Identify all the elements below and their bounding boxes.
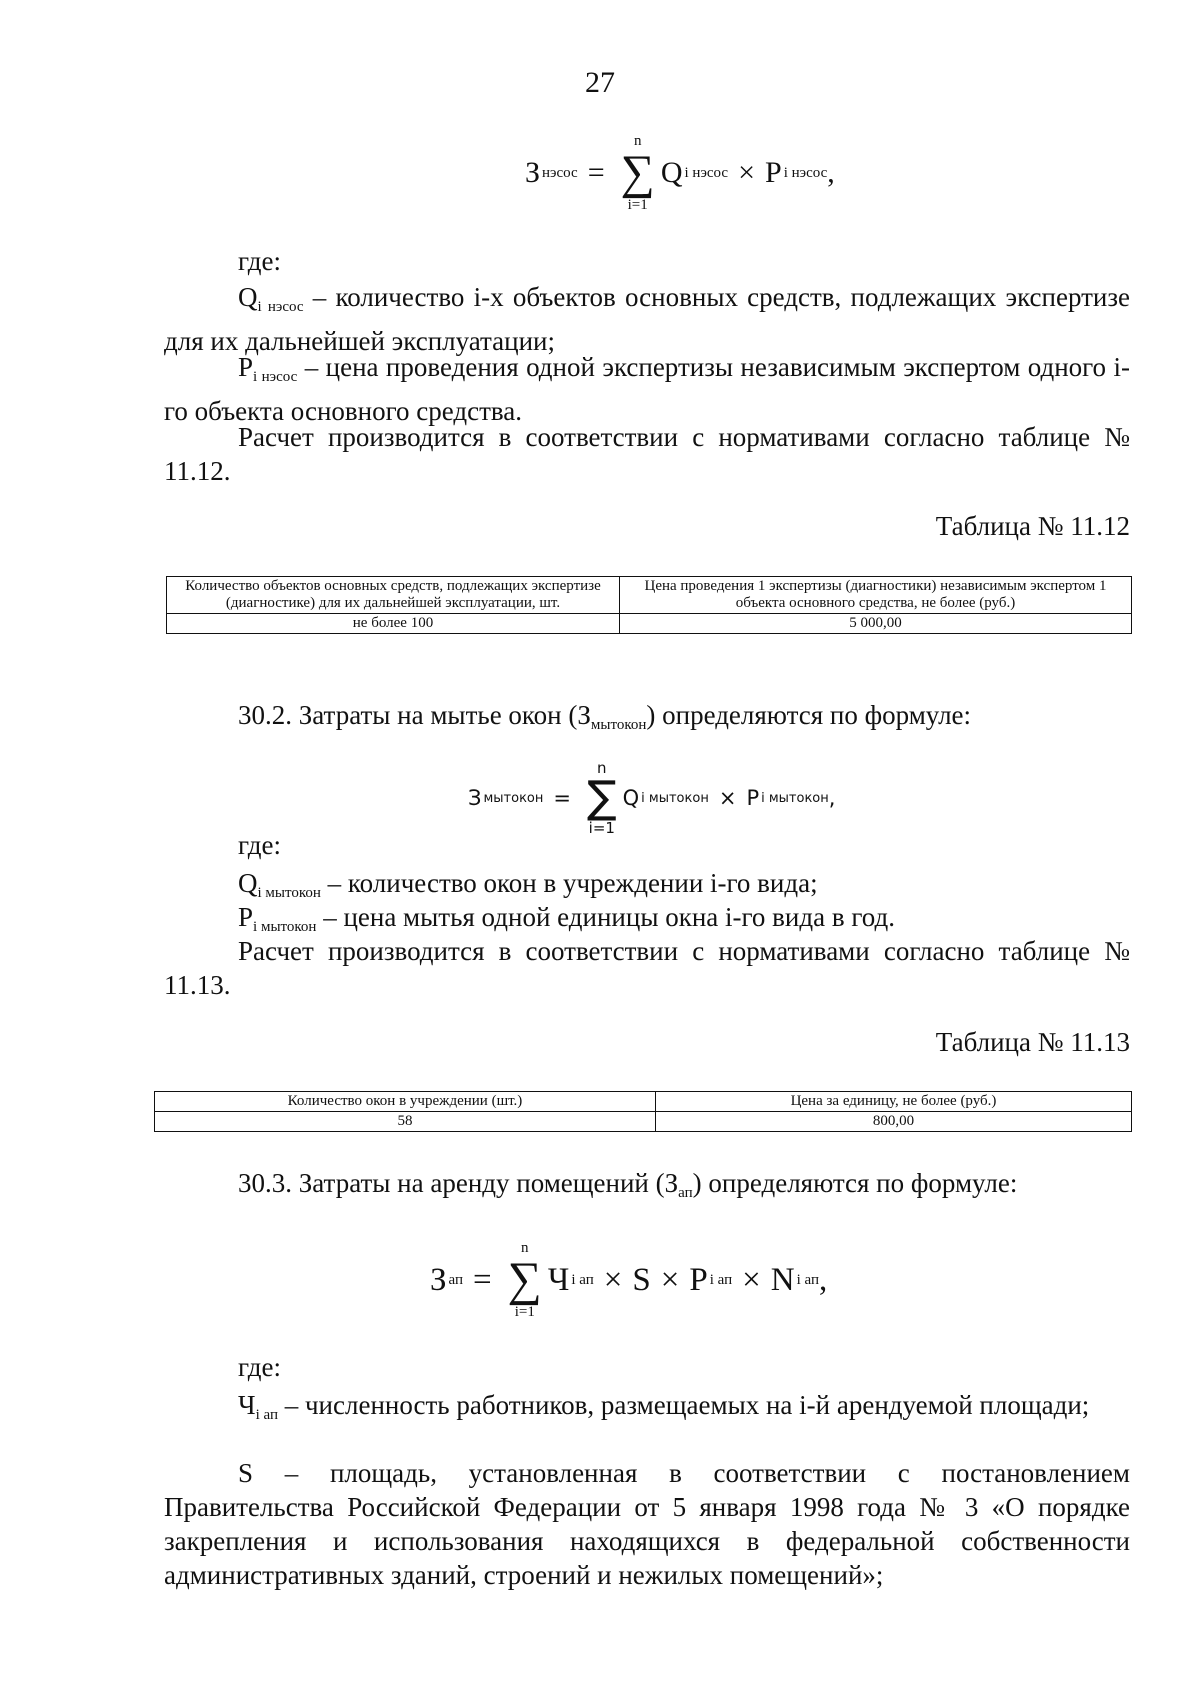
definition-ch-ap: $Ч_{i ап}$ – численность работников, размещаемых на i-й арендуемой площади; (238, 1390, 1090, 1423)
sum-symbol: n ∑ i=1 (620, 133, 655, 213)
sum-upper-limit: n (633, 133, 642, 149)
formula-q-sub: i мытокон (641, 790, 709, 806)
formula-ch-sub: i ап (571, 1271, 594, 1288)
formula-lhs-sub: нэсос (542, 164, 578, 181)
times-sign: × (738, 156, 755, 189)
formula-mytokon: З мытокон = n ∑ i=1 Q i мытокон × P i мытокон , (468, 759, 836, 837)
sum-symbol: n ∑ i=1 (507, 1240, 542, 1320)
where-label: где: (238, 246, 281, 276)
table-header-cell: Количество объектов основных средств, подлежащих экспертизе (диагностике) для их дальнейшей эксплуатации, шт. (167, 577, 620, 614)
table-11-13 (154, 1091, 1132, 1132)
formula-lhs: З (468, 786, 482, 810)
sum-symbol: n ∑ i=1 (586, 759, 617, 837)
formula-lhs-sub: ап (448, 1271, 464, 1288)
formula-p-sub: i нэсос (783, 164, 828, 181)
table-row (155, 1112, 1132, 1132)
formula-p-sub: i мытокон (761, 790, 829, 806)
times-sign: × (742, 1261, 761, 1298)
table-11-12 (166, 576, 1132, 634)
sum-lower-limit: i=1 (588, 819, 615, 837)
table-caption-11-13: Таблица № 11.13 (935, 1027, 1130, 1057)
table-header-row (155, 1092, 1132, 1112)
table-header-cell: Цена за единицу, не более (руб.) (656, 1092, 1132, 1112)
formula-p: P (746, 786, 760, 810)
table-header-row (167, 577, 1132, 614)
section-30-2-title: 30.2. Затраты на мытье окон $(З_{мытокон})$ определяются по формуле: (238, 700, 972, 733)
formula-lhs: З (430, 1261, 447, 1298)
formula-n-sub: i ап (796, 1271, 819, 1288)
formula-s: S (632, 1261, 651, 1298)
definition-p-nesos: $P_{i нэсос}$ – цена проведения одной экспертизы независимым экспертом одного i-го объекта основного средства. (164, 352, 1130, 426)
formula-nesos: З нэсос = n ∑ i=1 Q i нэсос × P i нэсос , (525, 133, 835, 213)
formula-p: P (765, 156, 782, 189)
definition-s: S – площадь, установленная в соответствии с постановлением Правительства Российской Федерации от 5 января 1998 года № 3 «О порядке закрепления и использования находящихся в федеральной собственности административных зданий, строений и нежилых помещений»; (164, 1458, 1130, 1590)
section-30-3-title: 30.3. Затраты на аренду помещений $(З_{ап})$ определяются по формуле: (238, 1168, 1018, 1201)
table-header-cell: Количество окон в учреждении (шт.) (155, 1092, 656, 1112)
formula-q: Q (622, 786, 640, 810)
formula-lhs-sub: мытокон (483, 790, 544, 806)
table-cell: 58 (155, 1112, 656, 1132)
definition-q-nesos: $Q_{i нэсос}$ – количество i-x объектов основных средств, подлежащих экспертизе для их дальнейшей эксплуатации; (164, 282, 1130, 356)
table-header-cell: Цена проведения 1 экспертизы (диагностики) независимым экспертом 1 объекта основного средства, не более (руб.) (620, 577, 1132, 614)
sum-lower-limit: i=1 (514, 1304, 535, 1320)
definition-q-mytokon: $Q_{i мытокон}$ – количество окон в учреждении i-го вида; (238, 868, 818, 901)
formula-lhs: З (525, 156, 541, 189)
formula-ap: З ап = n ∑ i=1 Ч i ап × S × P i ап × N i ап , (430, 1240, 828, 1320)
table-cell: 800,00 (656, 1112, 1132, 1132)
definition-p-mytokon: $P_{i мытокон}$ – цена мытья одной единицы окна i-го вида в год. (238, 902, 895, 935)
formula-p-sub: i ап (709, 1271, 733, 1288)
formula-q-sub: i нэсос (684, 164, 729, 181)
table-caption-11-12: Таблица № 11.12 (935, 511, 1130, 541)
formula-q: Q (660, 156, 683, 189)
calculation-note-1: Расчет производится в соответствии с нормативами согласно таблице № 11.12. (164, 422, 1130, 486)
where-label: где: (238, 830, 281, 860)
table-cell: не более 100 (167, 614, 620, 634)
formula-ch: Ч (547, 1261, 570, 1298)
formula-p: P (689, 1261, 708, 1298)
sum-lower-limit: i=1 (627, 197, 648, 213)
table-row (167, 614, 1132, 634)
times-sign: × (603, 1261, 623, 1298)
times-sign: × (718, 786, 737, 810)
sum-upper-limit: n (521, 1240, 529, 1256)
table-cell: 5 000,00 (620, 614, 1132, 634)
calculation-note-2: Расчет производится в соответствии с нормативами согласно таблице № 11.13. (164, 936, 1130, 1000)
sum-upper-limit: n (597, 759, 607, 777)
formula-n: N (770, 1261, 795, 1298)
times-sign: × (660, 1261, 680, 1298)
page-number: 27 (585, 66, 615, 99)
where-label: где: (238, 1352, 281, 1382)
